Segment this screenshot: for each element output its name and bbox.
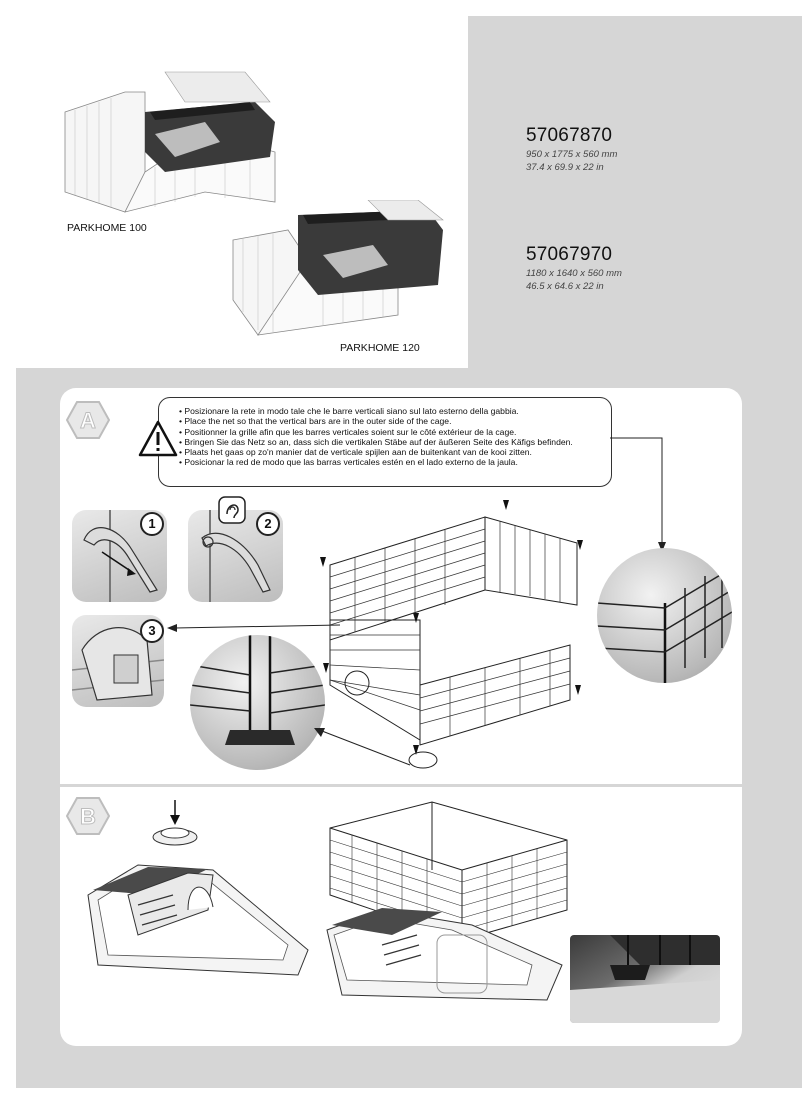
base-corner-clip-illustration <box>570 935 720 1023</box>
parkhome-120-illustration <box>228 200 468 340</box>
foot-detail-connector-line <box>310 725 420 775</box>
product-dims-in-2: 46.5 x 64.6 x 22 in <box>526 281 604 292</box>
warning-en: • Place the net so that the vertical bars are in the outer side of the cage. <box>179 416 573 426</box>
warning-triangle-icon <box>138 420 178 458</box>
section-divider <box>60 784 742 787</box>
substep-2-badge: 2 <box>256 512 280 536</box>
product-dims-mm-1: 950 x 1775 x 560 mm <box>526 149 618 160</box>
product-dims-in-1: 37.4 x 69.9 x 22 in <box>526 162 604 173</box>
click-sound-ear-icon <box>218 496 246 524</box>
base-platform-bowl-illustration <box>78 795 323 1010</box>
corner-foot-detail-circle <box>190 635 325 770</box>
warning-connector-line <box>600 430 680 560</box>
warning-es: • Posicionar la red de modo que las barras verticales estén en el lado externo de la jaula. <box>179 457 573 467</box>
outer-bars-detail-circle <box>597 548 732 683</box>
warning-list <box>179 406 573 468</box>
parkhome-100-illustration <box>55 62 295 222</box>
warning-de: • Bringen Sie das Netz so an, dass sich die vertikalen Stäbe auf der äußeren Seite des Käfigs befinden. <box>179 437 573 447</box>
parkhome-120-caption: PARKHOME 120 <box>340 342 420 354</box>
product-code-1: 57067870 <box>526 125 613 146</box>
product-dims-mm-2: 1180 x 1640 x 560 mm <box>526 268 622 279</box>
corner-foot-illustration <box>190 635 325 770</box>
step-a-letter: A <box>80 408 96 433</box>
parkhome-100-caption: PARKHOME 100 <box>67 222 147 234</box>
assembled-cage-illustration <box>322 800 572 1025</box>
step-b-letter: B <box>80 804 96 829</box>
warning-box <box>158 397 612 487</box>
product-code-2: 57067970 <box>526 244 613 265</box>
warning-fr: • Positionner la grille afin que les barres verticales soient sur le côté extérieur de la cage. <box>179 427 573 437</box>
warning-nl: • Plaats het gaas op zo'n manier dat de verticale spijlen aan de buitenkant van de kooi zitten. <box>179 447 573 457</box>
substep-1-badge: 1 <box>140 512 164 536</box>
outer-bars-illustration <box>597 548 732 683</box>
warning-it: • Posizionare la rete in modo tale che le barre verticali siano sul lato esterno della gabbia. <box>179 406 573 416</box>
step-a-label <box>66 400 110 440</box>
substep-3-badge: 3 <box>140 619 164 643</box>
base-corner-detail-photo <box>570 935 720 1023</box>
top-right-grey-panel <box>468 16 802 368</box>
